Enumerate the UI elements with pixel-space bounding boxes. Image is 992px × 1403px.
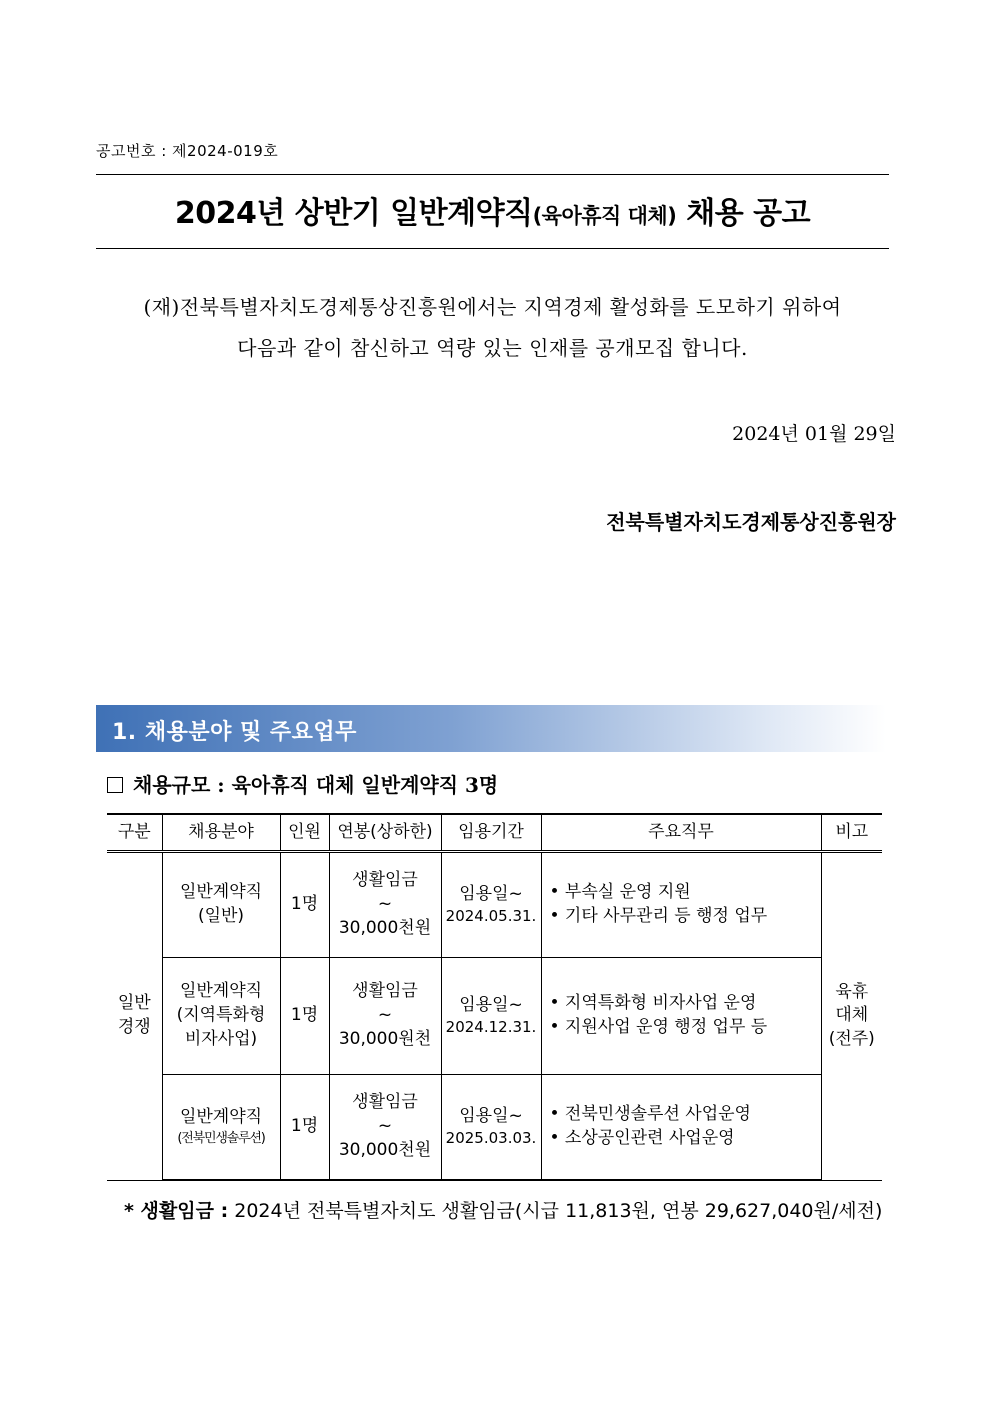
table-row <box>107 1075 882 1181</box>
hiring-table <box>107 813 882 1181</box>
table-row <box>107 958 882 1075</box>
period-cell: 임용일~ 2024.12.31. <box>441 958 541 1075</box>
header-category: 구분 <box>107 814 162 852</box>
table-row <box>107 852 882 958</box>
count-cell: 1명 <box>280 958 329 1075</box>
intro-line-1: (재)전북특별자치도경제통상진흥원에서는 지역경제 활성화를 도모하기 위하여 <box>143 295 842 319</box>
table-header-row <box>107 814 882 852</box>
footnote-label: * 생활임금 : <box>124 1200 229 1222</box>
section-title: 1. 채용분야 및 주요업무 <box>112 720 357 745</box>
period-cell: 임용일~ 2024.05.31. <box>441 852 541 958</box>
header-salary: 연봉(상하한) <box>329 814 441 852</box>
page-title <box>96 188 889 232</box>
count-cell: 1명 <box>280 1075 329 1181</box>
footnote <box>124 1196 882 1223</box>
intro-line-2: 다음과 같이 참신하고 역량 있는 인재를 공개모집 합니다. <box>237 336 748 360</box>
header-note: 비고 <box>821 814 882 852</box>
checkbox-square-icon <box>107 777 123 793</box>
signer: 전북특별자치도경제통상진흥원장 <box>606 510 896 534</box>
header-period: 임용기간 <box>441 814 541 852</box>
period-cell: 임용일~ 2025.03.03. <box>441 1075 541 1181</box>
salary-cell: 생활임금 ~ 30,000천원 <box>329 852 441 958</box>
duties-cell: • 전북민생솔루션 사업운영 • 소상공인관련 사업운영 <box>541 1075 821 1181</box>
hiring-scale <box>107 769 498 798</box>
title-bottom-rule <box>96 248 889 249</box>
salary-cell: 생활임금 ~ 30,000천원 <box>329 1075 441 1181</box>
title-part-1: 2024년 상반기 일반계약직 <box>174 196 533 231</box>
header-count: 인원 <box>280 814 329 852</box>
category-cell: 일반 경쟁 <box>107 852 162 1181</box>
notice-number: 공고번호 : 제2024-019호 <box>96 142 279 160</box>
section-header <box>96 705 886 752</box>
field-cell: 일반계약직 (지역특화형 비자사업) <box>162 958 280 1075</box>
salary-cell: 생활임금 ~ 30,000원천 <box>329 958 441 1075</box>
field-cell: 일반계약직 (전북민생솔루션) <box>162 1075 280 1181</box>
note-cell: 육휴 대체 (전주) <box>821 852 882 1181</box>
header-duties: 주요직무 <box>541 814 821 852</box>
title-top-rule <box>96 174 889 175</box>
footnote-text: 2024년 전북특별자치도 생활임금(시급 11,813원, 연봉 29,627,040원/세전) <box>228 1200 883 1222</box>
count-cell: 1명 <box>280 852 329 958</box>
header-field: 채용분야 <box>162 814 280 852</box>
field-cell: 일반계약직 (일반) <box>162 852 280 958</box>
notice-date: 2024년 01월 29일 <box>732 423 896 445</box>
duties-cell: • 부속실 운영 지원 • 기타 사무관리 등 행정 업무 <box>541 852 821 958</box>
title-part-2: 채용 공고 <box>676 196 811 231</box>
title-subtitle: (육아휴직 대체) <box>532 204 677 228</box>
duties-cell: • 지역특화형 비자사업 운영 • 지원사업 운영 행정 업무 등 <box>541 958 821 1075</box>
hiring-scale-text: 채용규모 : 육아휴직 대체 일반계약직 3명 <box>133 773 499 797</box>
